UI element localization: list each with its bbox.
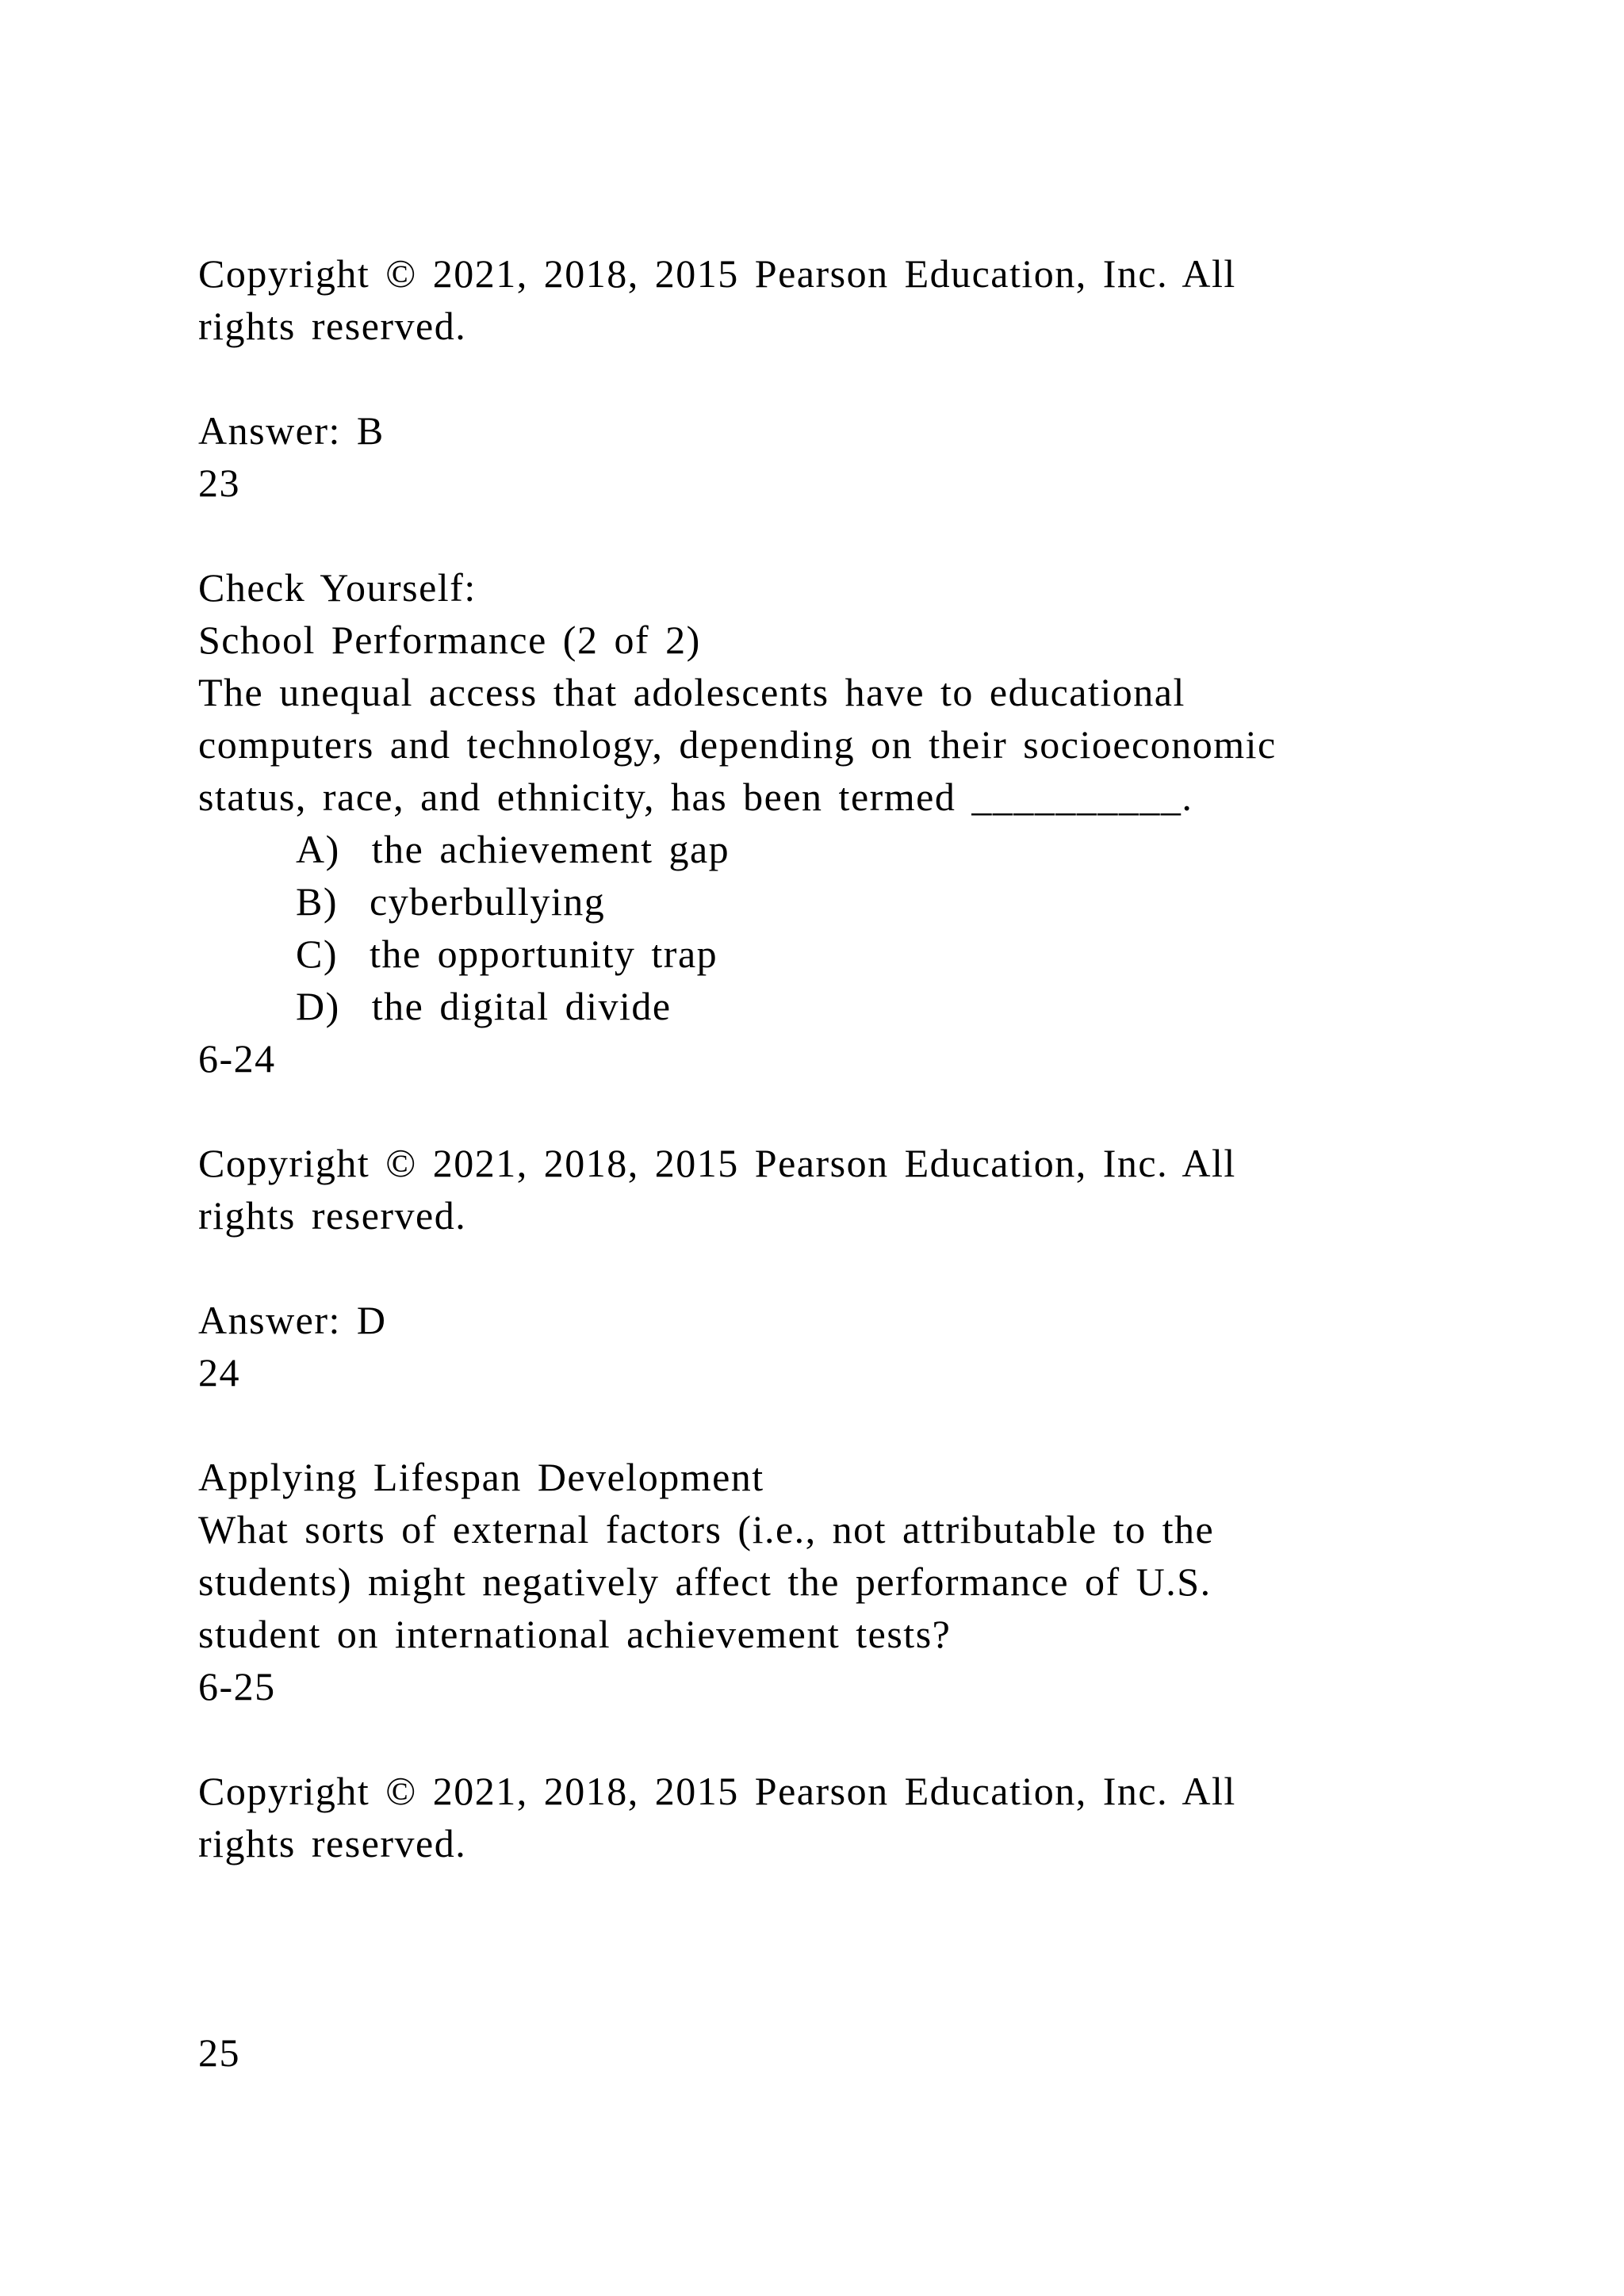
answer-text: Answer: B	[198, 408, 385, 453]
applying-heading: Applying Lifespan Development	[198, 1455, 764, 1499]
copyright-line-2: rights reserved.	[198, 1193, 467, 1238]
copyright-line-1: Copyright © 2021, 2018, 2015 Pearson Education, Inc. All	[198, 1141, 1236, 1185]
copyright-line-1: Copyright © 2021, 2018, 2015 Pearson Education, Inc. All	[198, 251, 1236, 296]
copyright-line-2: rights reserved.	[198, 1821, 467, 1866]
page-number: 25	[198, 2030, 240, 2075]
copyright-line-2: rights reserved.	[198, 304, 467, 348]
question-line: students) might negatively affect the performance of U.S.	[198, 1559, 1212, 1604]
option-b: B) cyberbullying	[296, 879, 606, 924]
question-line: student on international achievement tests?	[198, 1612, 952, 1656]
question-line: computers and technology, depending on their socioeconomic	[198, 722, 1277, 767]
slide-label: 6-24	[198, 1036, 276, 1081]
option-a: A) the achievement gap	[296, 827, 730, 871]
question-line: The unequal access that adolescents have to educational	[198, 670, 1185, 714]
question-line: status, race, and ethnicity, has been termed __________.	[198, 775, 1193, 819]
school-performance-subheading: School Performance (2 of 2)	[198, 618, 701, 662]
slide-number: 24	[198, 1350, 240, 1395]
check-yourself-heading: Check Yourself:	[198, 565, 477, 610]
question-line: What sorts of external factors (i.e., not attributable to the	[198, 1507, 1215, 1552]
slide-label: 6-25	[198, 1664, 276, 1709]
copyright-line-1: Copyright © 2021, 2018, 2015 Pearson Education, Inc. All	[198, 1769, 1236, 1813]
slide-number: 23	[198, 461, 240, 505]
option-c: C) the opportunity trap	[296, 932, 718, 976]
answer-text: Answer: D	[198, 1298, 387, 1342]
option-d: D) the digital divide	[296, 984, 672, 1028]
